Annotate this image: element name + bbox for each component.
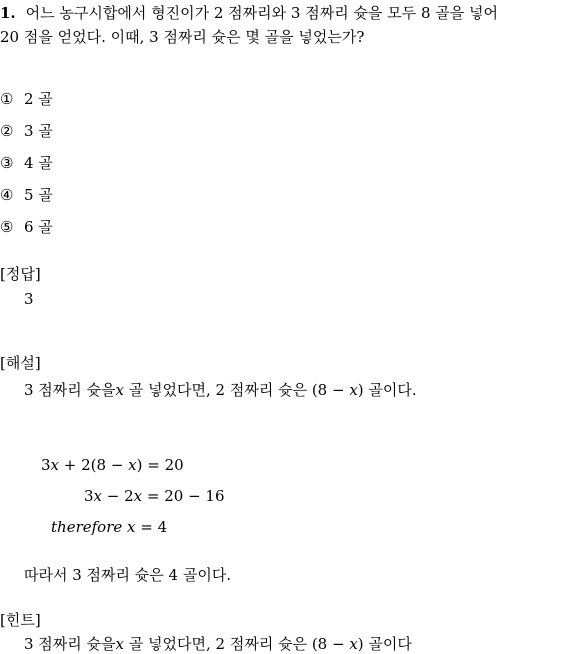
hint-text-c: ) 골이다	[357, 635, 412, 653]
choice-5-mark: ⑤	[0, 218, 14, 236]
equation-3-a: therefore x	[51, 518, 136, 536]
answer-label: [정답]	[0, 265, 41, 283]
equation-1-a: 3	[41, 456, 51, 474]
equation-1-c: ) = 20	[136, 456, 184, 474]
equation-2	[84, 486, 225, 506]
choice-3-mark: ③	[0, 154, 14, 172]
equation-1	[41, 455, 184, 475]
choice-3-text: 4 골	[24, 154, 53, 172]
equation-2-b: − 2	[102, 487, 134, 505]
hint-text	[24, 634, 412, 654]
choice-4-mark: ④	[0, 186, 14, 204]
choice-3[interactable]	[0, 153, 53, 173]
choice-5-text: 6 골	[24, 218, 53, 236]
explanation-intro	[24, 380, 417, 400]
equation-3-b: = 4	[135, 518, 168, 536]
choice-5[interactable]	[0, 217, 53, 237]
explanation-conclusion: 따라서 3 점짜리 슛은 4 골이다.	[24, 566, 232, 584]
choice-1-mark: ①	[0, 90, 14, 108]
equation-2-var2: x	[133, 487, 143, 505]
hint-text-var: x	[115, 635, 124, 653]
choice-2-mark: ②	[0, 122, 14, 140]
equation-1-b: + 2(8 −	[59, 456, 129, 474]
question-line-1	[0, 3, 498, 23]
explanation-label: [해설]	[0, 354, 41, 372]
choice-4-text: 5 골	[24, 186, 53, 204]
equation-1-var2: x	[128, 456, 137, 474]
equation-2-a: 3	[84, 487, 94, 505]
choice-4[interactable]	[0, 185, 53, 205]
equation-1-var: x	[50, 456, 60, 474]
hint-text-a: 3 점짜리 슛을	[24, 635, 116, 653]
explanation-intro-a: 3 점짜리 슛을	[24, 381, 116, 399]
choice-1-text: 2 골	[24, 90, 53, 108]
question-text-line-2: 20 점을 얻었다. 이때, 3 점짜리 슛은 몇 골을 넣었는가?	[0, 28, 365, 46]
choice-2[interactable]	[0, 121, 53, 141]
question-text-line-1: 어느 농구시합에서 형진이가 2 점짜리와 3 점짜리 슛을 모두 8 골을 넣어	[25, 4, 498, 22]
choice-1[interactable]	[0, 89, 53, 109]
hint-text-var2: x	[349, 635, 358, 653]
choice-2-text: 3 골	[24, 122, 53, 140]
explanation-intro-c: ) 골이다.	[357, 381, 417, 399]
question-number: 1.	[0, 4, 16, 22]
equation-2-var: x	[93, 487, 103, 505]
explanation-intro-var: x	[115, 381, 124, 399]
explanation-intro-var2: x	[349, 381, 358, 399]
answer-value: 3	[24, 290, 34, 308]
equation-3	[51, 517, 167, 537]
hint-label: [힌트]	[0, 611, 41, 629]
hint-text-b: 골 넣었다면, 2 점짜리 슛은 (8 −	[124, 635, 350, 653]
explanation-intro-b: 골 넣었다면, 2 점짜리 슛은 (8 −	[124, 381, 350, 399]
equation-2-c: = 20 − 16	[142, 487, 225, 505]
